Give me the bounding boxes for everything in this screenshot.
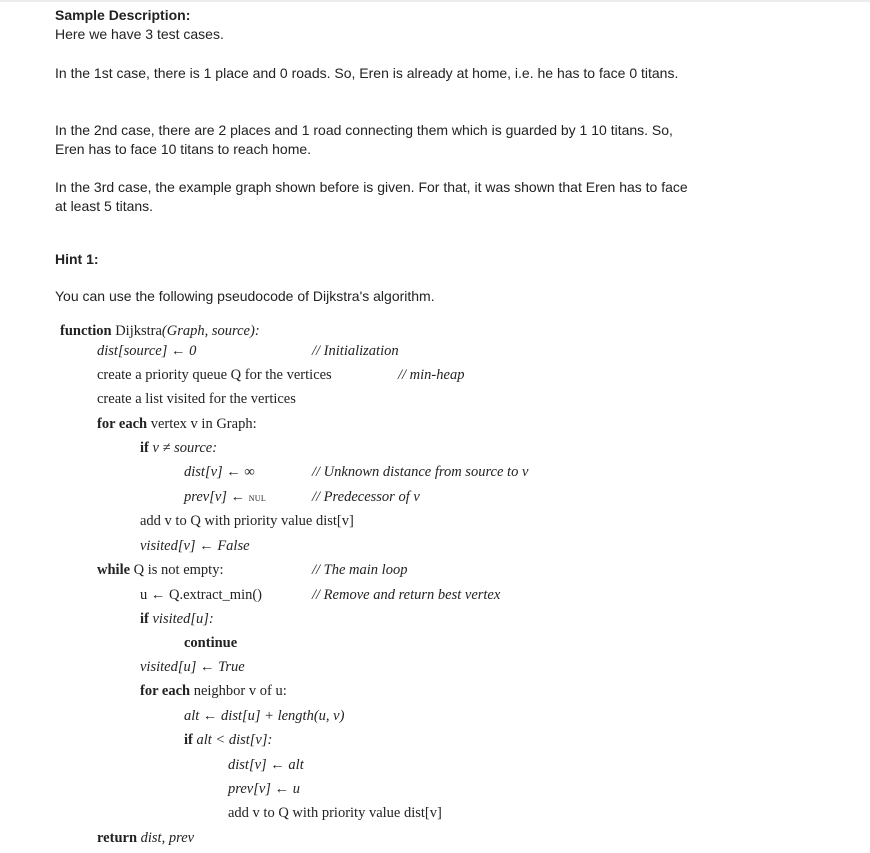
- code-line-14: continue: [184, 635, 238, 651]
- code-line-16: for each neighbor v of u:: [140, 683, 287, 699]
- code-line-5: for each vertex v in Graph:: [97, 416, 257, 432]
- code-line-18: if alt < dist[v]:: [184, 732, 273, 748]
- code-comment-12: // Remove and return best vertex: [312, 587, 501, 603]
- code-comment-8: // Predecessor of v: [312, 489, 420, 505]
- sample-heading: Sample Description:: [55, 7, 191, 23]
- top-divider: [0, 0, 870, 2]
- case3-paragraph: In the 3rd case, the example graph shown before is given. For that, it was shown that Eren has to face at least 5 titans.: [55, 179, 688, 214]
- code-line-15: visited[u] ← True: [140, 659, 245, 675]
- code-line-2: dist[source] ← 0: [97, 343, 197, 359]
- code-line-9: add v to Q with priority value dist[v]: [140, 513, 354, 529]
- code-line-10: visited[v] ← False: [140, 538, 250, 554]
- code-line-8: prev[v] ← NUL: [184, 489, 267, 505]
- code-line-19: dist[v] ← alt: [228, 757, 304, 773]
- code-line-6: if v ≠ source:: [140, 440, 218, 456]
- code-comment-2: // Initialization: [312, 343, 399, 359]
- code-comment-7: // Unknown distance from source to v: [312, 464, 529, 480]
- hint-text: You can use the following pseudocode of Dijkstra's algorithm.: [55, 288, 435, 304]
- keyword: function: [60, 323, 112, 339]
- code-line-20: prev[v] ← u: [228, 781, 300, 797]
- case2-paragraph: In the 2nd case, there are 2 places and 1 road connecting them which is guarded by 1 10 titans. So, Eren has to face 10 titans to reach home.: [55, 122, 673, 157]
- code-line-3: create a priority queue Q for the vertices: [97, 367, 332, 383]
- code-line-21: add v to Q with priority value dist[v]: [228, 805, 442, 821]
- code-line-7: dist[v] ← ∞: [184, 464, 255, 480]
- code-line-12: u ← Q.extract_min(): [140, 587, 263, 603]
- code-line-22: return dist, prev: [97, 830, 195, 846]
- code-comment-3: // min-heap: [398, 367, 465, 383]
- code-line-17: alt ← dist[u] + length(u, v): [184, 708, 345, 724]
- sample-intro: Here we have 3 test cases.: [55, 26, 224, 42]
- code-line-4: create a list visited for the vertices: [97, 391, 296, 407]
- code-line-1: [60, 323, 260, 340]
- function-args: (Graph, source):: [161, 323, 260, 339]
- case1-paragraph: In the 1st case, there is 1 place and 0 roads. So, Eren is already at home, i.e. he has to face 0 titans.: [55, 65, 679, 81]
- code-line-11: while Q is not empty:: [97, 562, 224, 578]
- hint-heading: Hint 1:: [55, 251, 99, 267]
- code-comment-11: // The main loop: [312, 562, 408, 578]
- null-label: NUL: [248, 494, 267, 503]
- code-line-13: if visited[u]:: [140, 611, 214, 627]
- function-name: Dijkstra: [115, 323, 162, 339]
